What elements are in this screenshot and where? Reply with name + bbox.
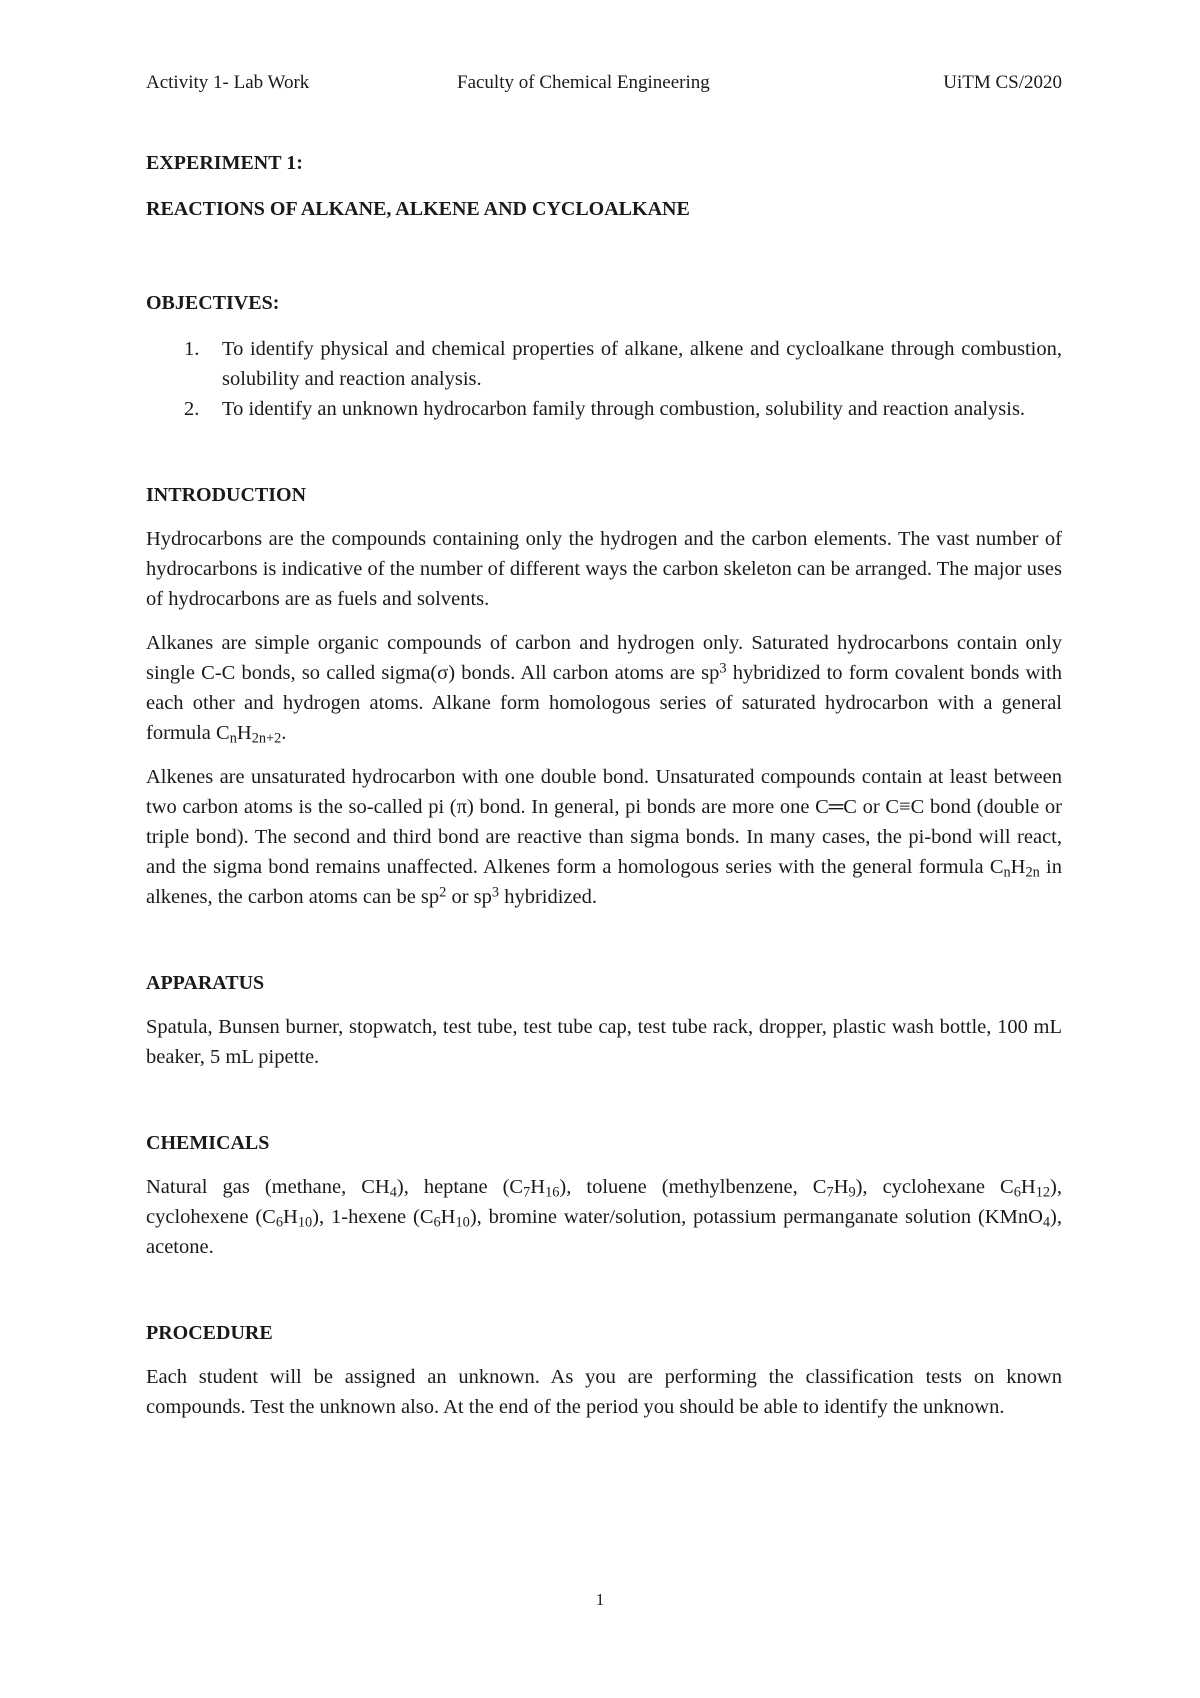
text-run: ), toluene (methylbenzene, C [559, 1176, 827, 1198]
introduction-heading: INTRODUCTION [146, 484, 307, 506]
objective-item [146, 334, 1062, 394]
text-run: hybridized to form covalent bonds with each other and hydrogen atoms. Alkane form homologous series of saturated hydrocarbon with a general formula C [146, 662, 1062, 744]
subscript: 10 [297, 1214, 313, 1231]
text-run: in alkenes, the carbon atoms can be sp [146, 856, 1062, 908]
subscript: 12 [1035, 1184, 1051, 1201]
introduction-paragraph-2 [146, 628, 1062, 748]
experiment-number: EXPERIMENT 1: [146, 152, 303, 174]
text-run: ), 1-hexene (C [312, 1206, 434, 1228]
subscript: 2n+2 [251, 730, 282, 747]
page-header [146, 72, 1062, 102]
text-run: H [833, 1176, 849, 1198]
superscript: 3 [719, 660, 727, 677]
text-run: or sp [446, 886, 492, 908]
chemicals-list [146, 1172, 1062, 1262]
introduction-paragraph-1: Hydrocarbons are the compounds containing only the hydrogen and the carbon elements. The vast number of hydrocarbons is indicative of the number of different ways the carbon skeleton can be arranged. The major uses of hydrocarbons are as fuels and solvents. [146, 528, 1062, 610]
subscript: 4 [389, 1184, 397, 1201]
apparatus-list: Spatula, Bunsen burner, stopwatch, test tube, test tube cap, test tube rack, dropper, plastic wash bottle, 100 mL beaker, 5 mL pipette. [146, 1016, 1062, 1068]
experiment-title: REACTIONS OF ALKANE, ALKENE AND CYCLOALKANE [146, 198, 690, 220]
text-run: ), bromine water/solution, potassium permanganate solution (KMnO [469, 1206, 1043, 1228]
text-run: ), acetone. [146, 1206, 1062, 1258]
subscript: 7 [523, 1184, 531, 1201]
subscript: 16 [545, 1184, 560, 1201]
objective-text: To identify an unknown hydrocarbon family through combustion, solubility and reaction analysis. [222, 398, 1026, 420]
subscript: 2n [1025, 864, 1040, 881]
chemicals-heading: CHEMICALS [146, 1132, 270, 1154]
header-activity: Activity 1- Lab Work [146, 72, 310, 93]
text-run: ), heptane (C [396, 1176, 524, 1198]
document-body [146, 148, 1062, 1422]
text-run: H [1010, 856, 1026, 878]
text-run: H [530, 1176, 546, 1198]
objective-number: 1. [184, 338, 200, 360]
text-run: ), cyclohexane C [855, 1176, 1014, 1198]
procedure-text: Each student will be assigned an unknown. As you are performing the classification tests on known compounds. Test the unknown also. At the end of the period you should be able to identify the unknown. [146, 1366, 1062, 1418]
subscript: 6 [1013, 1184, 1021, 1201]
procedure-heading: PROCEDURE [146, 1322, 273, 1344]
text-run: H [283, 1206, 298, 1228]
objective-item [146, 394, 1062, 424]
page-number: 1 [595, 1590, 605, 1609]
subscript: 6 [433, 1214, 441, 1231]
superscript: 3 [491, 884, 500, 901]
text-run: Natural gas (methane, CH [146, 1176, 390, 1198]
subscript: 6 [275, 1214, 283, 1231]
objective-number: 2. [184, 398, 200, 420]
objectives-list [146, 334, 1062, 424]
subscript: 7 [826, 1184, 834, 1201]
header-faculty: Faculty of Chemical Engineering [457, 72, 710, 93]
text-run: Alkenes are unsaturated hydrocarbon with one double bond. Unsaturated compounds contain at least between two carbon atoms is the so-called pi (π) bond. In general, pi bonds are more one C═C or C≡C bond (double or triple bond). The second and third bond are reactive than sigma bonds. In many cases, the pi-bond will react, and the sigma bond remains unaffected. Alkenes form a homologous series with the general formula C [146, 766, 1062, 878]
apparatus-heading: APPARATUS [146, 972, 265, 994]
subscript: n [1003, 864, 1011, 881]
text-run: . [281, 722, 287, 744]
text-run: Alkanes are simple organic compounds of carbon and hydrogen only. Saturated hydrocarbons contain only single C-C bonds, so called sigma(σ) bonds. All carbon atoms are sp [146, 632, 1062, 684]
text-run: hybridized. [499, 886, 597, 908]
text-run: ), cyclohexene (C [146, 1176, 1062, 1228]
text-run: H [236, 722, 252, 744]
introduction-paragraph-3 [146, 762, 1062, 912]
objective-text: To identify physical and chemical properties of alkane, alkene and cycloalkane through combustion, solubility and reaction analysis. [222, 338, 1062, 390]
subscript: 4 [1042, 1214, 1051, 1231]
text-run: H [1020, 1176, 1036, 1198]
subscript: n [229, 730, 237, 747]
header-course-code: UiTM CS/2020 [943, 72, 1062, 93]
subscript: 10 [455, 1214, 470, 1231]
superscript: 2 [439, 884, 447, 901]
objectives-heading: OBJECTIVES: [146, 292, 280, 314]
subscript: 9 [848, 1184, 856, 1201]
text-run: H [440, 1206, 456, 1228]
